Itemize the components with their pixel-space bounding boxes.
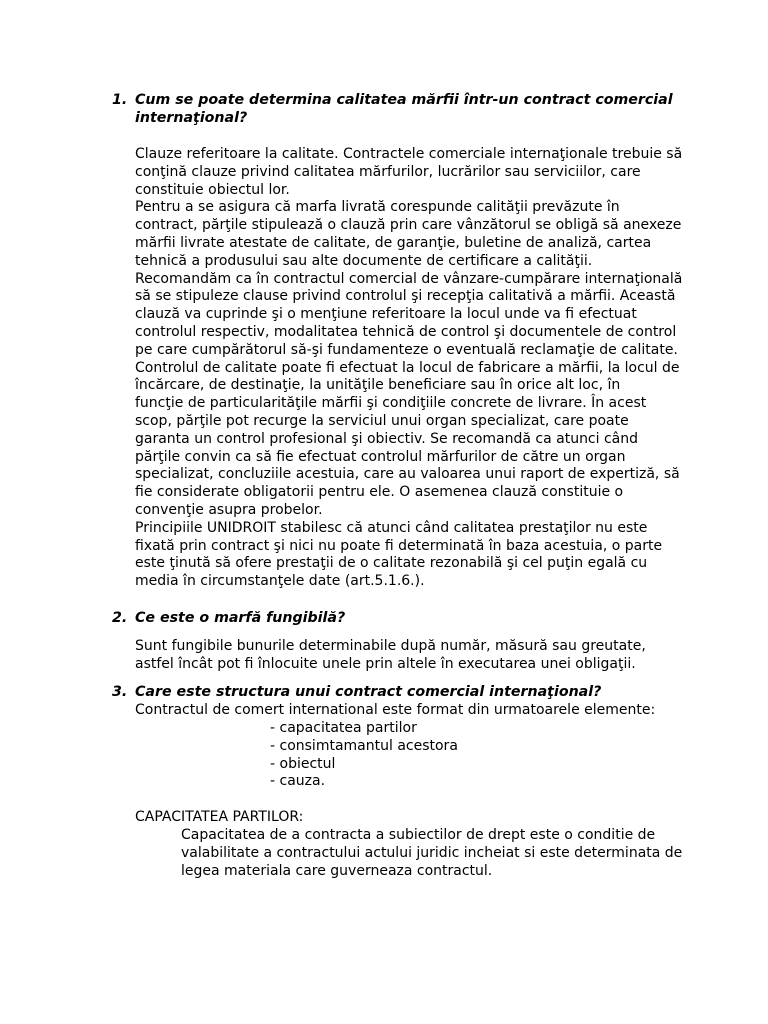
text-line: controlul respectiv, modalitatea tehnică de control şi documentele de control (135, 323, 677, 340)
list-item: - capacitatea partilor (270, 720, 417, 736)
answer-1-paragraph (135, 146, 683, 591)
text-line: Sunt fungibile bunurile determinabile după număr, măsură sau greutate, (135, 638, 646, 654)
text-line: fie considerate obligatorii pentru ele. O asemenea clauză constituie o (135, 484, 624, 501)
text-line: funcţie de particularităţile mărfii şi condiţiile concrete de livrare. În acest (135, 395, 647, 412)
text-line: să se stipuleze clause privind controlul şi recepţia calitativă a mărfii. Această (135, 288, 676, 305)
question-line: Cum se poate determina calitatea mărfii într-un contract comercial (135, 92, 673, 108)
text-line: garanta un control profesional şi obiectiv. Se recomandă ca atunci când (135, 430, 639, 447)
text-line: Clauze referitoare la calitate. Contractele comerciale internaţionale trebuie să (135, 146, 683, 162)
text-line: contract, părţile stipulează o clauză prin care vânzătorul se obligă să anexeze (135, 217, 682, 234)
text-line: tehnică a produsului sau alte documente de certificare a calităţii. (135, 252, 593, 269)
section-heading (135, 809, 680, 827)
text-line: media în circumstanţele date (art.5.1.6.). (135, 573, 425, 590)
text-line: încărcare, de destinaţie, la unităţile beneficiare sau în orice alt loc, în (135, 377, 621, 394)
question-2 (112, 609, 680, 627)
list-item: - obiectul (270, 755, 336, 772)
text-line: Recomandăm ca în contractul comercial de vânzare-cumpărare internaţională (135, 270, 683, 287)
text-line: fixată prin contract şi nici nu poate fi determinată în baza acestuia, o parte (135, 537, 663, 554)
question-1 (112, 91, 680, 127)
text-line: Principiile UNIDROIT stabilesc că atunci când calitatea prestaţilor nu este (135, 519, 648, 536)
text-line: este ţinută să ofere prestaţii de o calitate rezonabilă şi cel puţin egală cu (135, 555, 648, 572)
text-line: scop, părţile pot recurge la serviciul unui organ specializat, care poate (135, 412, 629, 429)
question-text (135, 683, 680, 701)
section-body (181, 827, 681, 880)
text-line: mărfii livrate atestate de calitate, de garanţie, buletine de analiză, cartea (135, 234, 652, 251)
text-line: Pentru a se asigura că marfa livrată corespunde calităţii prevăzute în (135, 199, 620, 216)
question-3 (112, 683, 680, 701)
question-line: Care este structura unui contract comercial internaţional? (135, 684, 602, 700)
text-line: părţile convin ca să fie efectuat controlul mărfurilor de către un organ (135, 448, 626, 465)
question-line: Ce este o marfă fungibilă? (135, 610, 346, 626)
text-line: Contractul de comert international este format din urmatoarele elemente: (135, 702, 656, 718)
question-number: 3. (112, 684, 128, 700)
list-item: - consimtamantul acestora (270, 737, 458, 754)
question-number: 2. (112, 610, 128, 626)
section-heading-text: CAPACITATEA PARTILOR: (135, 809, 304, 825)
list-item: - cauza. (270, 773, 326, 790)
text-line: Capacitatea de a contracta a subiectilor de drept este o conditie de (181, 827, 656, 843)
question-text (135, 609, 680, 627)
text-line: specializat, concluziile acestuia, care au valoarea unui raport de expertiză, să (135, 466, 680, 483)
question-text (135, 91, 680, 127)
contract-elements-list (270, 720, 458, 791)
text-line: conţină clauze privind calitatea mărfurilor, lucrărilor sau serviciilor, care (135, 163, 641, 180)
answer-3-intro (135, 702, 680, 720)
question-line: internaţional? (135, 110, 248, 126)
question-number: 1. (112, 92, 128, 108)
text-line: Controlul de calitate poate fi efectuat la locul de fabricare a mărfii, la locul de (135, 359, 680, 376)
text-line: constituie obiectul lor. (135, 181, 290, 198)
text-line: legea materiala care guverneaza contractul. (181, 862, 493, 879)
text-line: clauză va cuprinde şi o menţiune referitoare la locul unde va fi efectuat (135, 306, 637, 323)
answer-2-paragraph (135, 638, 680, 674)
text-line: astfel încât pot fi înlocuite unele prin altele în executarea unei obligaţii. (135, 655, 636, 672)
text-line: convenţie asupra probelor. (135, 501, 323, 518)
text-line: pe care cumpărătorul să-şi fundamenteze o eventuală reclamaţie de calitate. (135, 341, 678, 358)
text-line: valabilitate a contractului actului juridic incheiat si este determinata de (181, 844, 683, 861)
